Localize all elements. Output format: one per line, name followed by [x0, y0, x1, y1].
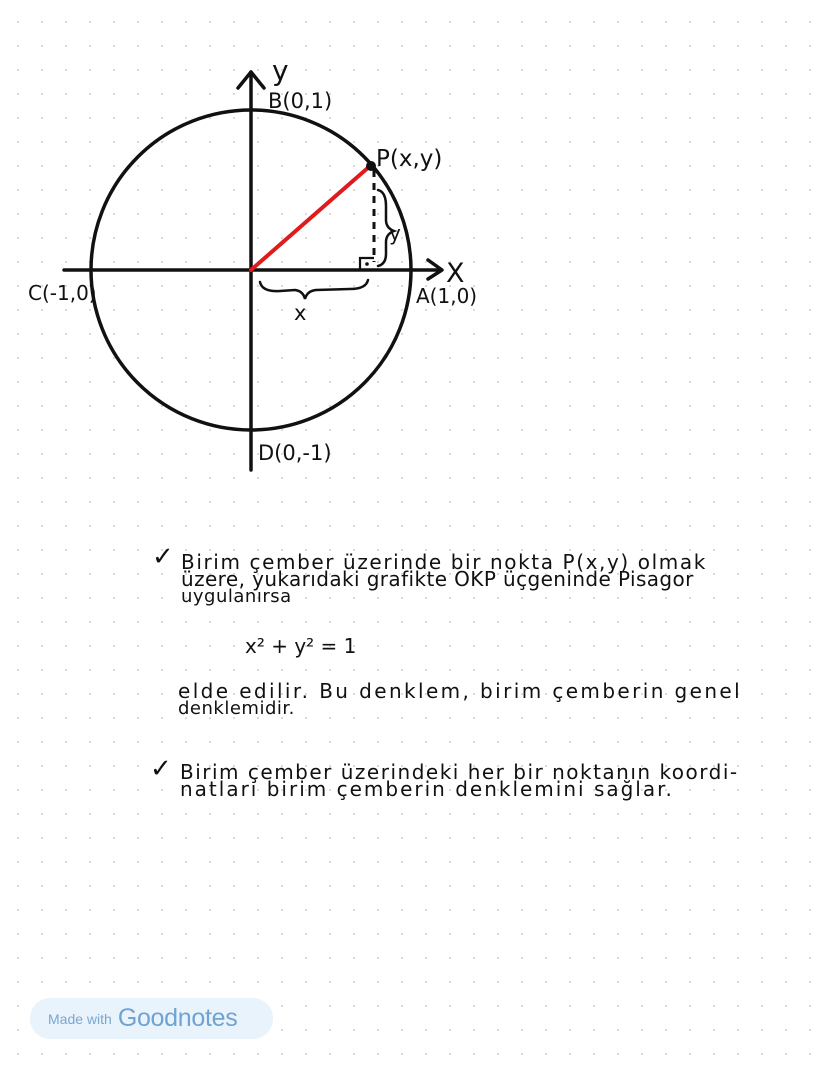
right-angle-dot	[365, 262, 369, 266]
paragraph-1	[181, 550, 707, 607]
unit-circle-diagram	[0, 0, 828, 500]
paragraph-2	[180, 760, 739, 801]
made-with-goodnotes-badge[interactable]	[30, 998, 273, 1039]
point-a-label: A(1,0)	[416, 284, 478, 308]
segment-x-label: x	[294, 301, 307, 325]
point-p-dot	[366, 161, 376, 171]
badge-prefix: Made with	[48, 1010, 112, 1027]
goodnotes-logo: Goodnotes	[117, 1004, 238, 1032]
paragraph-2-line-2: natları birim çemberin denklemini sağlar.	[180, 777, 674, 801]
point-c-label: C(-1,0)	[28, 281, 97, 305]
point-b-label: B(0,1)	[268, 89, 333, 113]
paragraph-1-end-line-2: denklemidir.	[178, 698, 295, 719]
paragraph-1-line-3: uygulanırsa	[181, 586, 292, 607]
paragraph-1-line-1: Birim çember üzerinde bir nokta P(x,y) olmak	[181, 550, 707, 574]
segment-y-label: y	[389, 221, 401, 245]
point-d-label: D(0,-1)	[258, 441, 332, 465]
paragraph-1-end-line-1: elde edilir. Bu denklem, birim çemberin genel	[178, 679, 743, 703]
unit-circle-equation: x² + y² = 1	[245, 634, 357, 658]
check-mark-1: ✓	[152, 542, 174, 572]
check-mark-2: ✓	[150, 754, 172, 784]
x-brace	[260, 280, 368, 299]
point-p-label: P(x,y)	[376, 146, 443, 172]
paragraph-1-line-2: üzere, yukarıdaki grafikte OKP üçgeninde Pisagor	[181, 567, 694, 591]
radius-op	[251, 166, 370, 270]
paragraph-2-line-1: Birim çember üzerindeki her bir noktanın koordi-	[180, 760, 739, 784]
paragraph-1-end	[178, 679, 743, 719]
x-axis-label: X	[446, 258, 465, 289]
y-axis-label: y	[272, 54, 289, 87]
